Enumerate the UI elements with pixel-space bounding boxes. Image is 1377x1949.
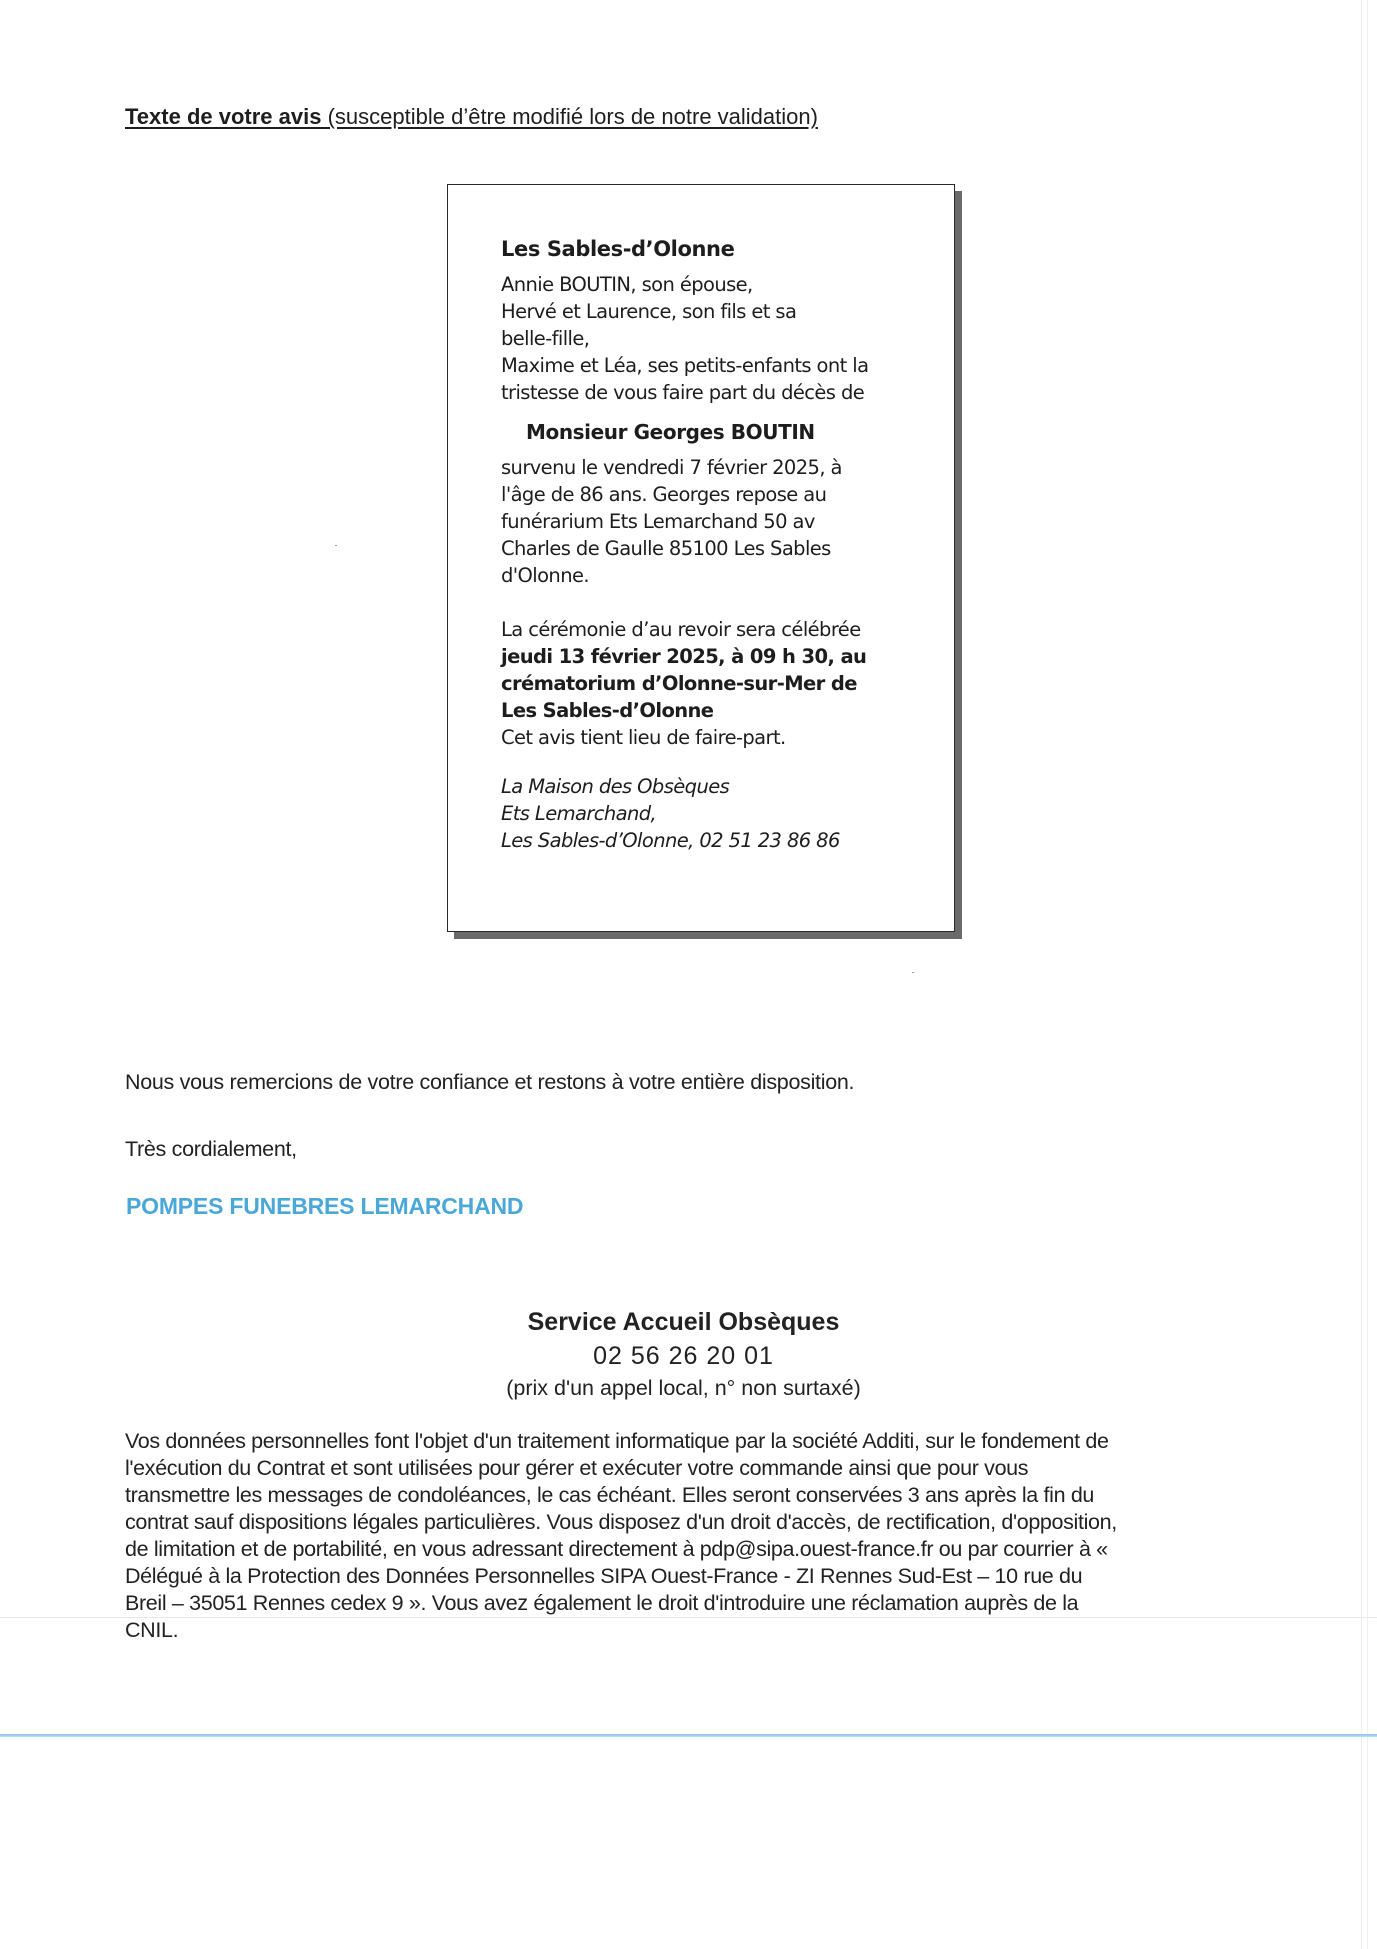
service-contact: [0, 1305, 1377, 1403]
signature-line: Les Sables-d’Olonne, 02 51 23 86 86: [501, 829, 840, 852]
notice-town: Les Sables-d’Olonne: [501, 237, 735, 261]
death-line: survenu le vendredi 7 février 2025, à: [501, 456, 842, 479]
notice-signature: [501, 773, 930, 854]
family-line: Hervé et Laurence, son fils et sa: [501, 300, 797, 323]
scan-speck: [335, 545, 337, 546]
thanks-text: Nous vous remercions de votre confiance et restons à votre entière disposition.: [125, 1070, 855, 1094]
family-line: Annie BOUTIN, son épouse,: [501, 273, 753, 296]
ceremony-line: Les Sables-d’Olonne: [501, 699, 714, 722]
legal-line: Breil – 35051 Rennes cedex 9 ». Vous avez également le droit d'introduire une réclamation auprès de la: [125, 1591, 1079, 1615]
privacy-notice: [125, 1428, 1285, 1644]
legal-line: Délégué à la Protection des Données Personnelles SIPA Ouest-France - ZI Rennes Sud-Est – 10 rue du: [125, 1564, 1083, 1588]
scan-edge: [1361, 0, 1368, 1949]
deceased-name: Monsieur Georges BOUTIN: [526, 420, 815, 444]
legal-line: transmettre les messages de condoléances, le cas échéant. Elles seront conservées 3 ans après la fin du: [125, 1483, 1095, 1507]
legal-line: l'exécution du Contrat et sont utilisées pour gérer et exécuter votre commande ainsi que pour vous: [125, 1456, 1029, 1480]
death-line: d'Olonne.: [501, 564, 589, 587]
service-title: Service Accueil Obsèques: [527, 1308, 840, 1336]
service-note: (prix d'un appel local, n° non surtaxé): [506, 1376, 861, 1400]
scan-artifact-band: [0, 1734, 1377, 1737]
obituary-notice-box: [447, 184, 955, 932]
ceremony-details: [501, 616, 930, 751]
legal-line: CNIL.: [125, 1618, 179, 1642]
scan-artifact-line: [0, 1617, 1377, 1618]
signature-line: La Maison des Obsèques: [501, 775, 730, 798]
legal-line: contrat sauf dispositions légales particulières. Vous disposez d'un droit d'accès, de rectification, d'opposition,: [125, 1510, 1117, 1534]
ceremony-intro: La cérémonie d’au revoir sera célébrée: [501, 618, 861, 641]
family-line: Maxime et Léa, ses petits-enfants ont la: [501, 354, 869, 377]
family-line: tristesse de vous faire part du décès de: [501, 381, 865, 404]
service-phone: 02 56 26 20 01: [593, 1342, 774, 1370]
legal-line: Vos données personnelles font l'objet d'un traitement informatique par la société Additi, sur le fondement de: [125, 1429, 1109, 1453]
death-details: [501, 454, 930, 589]
heading-note: (susceptible d’être modifié lors de notre validation): [321, 104, 818, 129]
family-lines: [501, 271, 930, 406]
death-line: funérarium Ets Lemarchand 50 av: [501, 510, 815, 533]
death-line: Charles de Gaulle 85100 Les Sables: [501, 537, 831, 560]
ceremony-line: jeudi 13 février 2025, à 09 h 30, au: [501, 645, 867, 668]
ceremony-line: crématorium d’Olonne-sur-Mer de: [501, 672, 857, 695]
salutation-text: Très cordialement,: [125, 1137, 297, 1161]
death-line: l'âge de 86 ans. Georges repose au: [501, 483, 827, 506]
notice-heading: [125, 104, 818, 130]
heading-label: Texte de votre avis: [125, 104, 322, 129]
signature-line: Ets Lemarchand,: [501, 802, 657, 825]
ceremony-note: Cet avis tient lieu de faire-part.: [501, 726, 786, 749]
family-line: belle-fille,: [501, 327, 590, 350]
company-name: POMPES FUNEBRES LEMARCHAND: [126, 1193, 524, 1219]
scan-speck: [912, 972, 914, 973]
legal-line: de limitation et de portabilité, en vous adressant directement à pdp@sipa.ouest-france.fr ou par courrier à «: [125, 1537, 1108, 1561]
